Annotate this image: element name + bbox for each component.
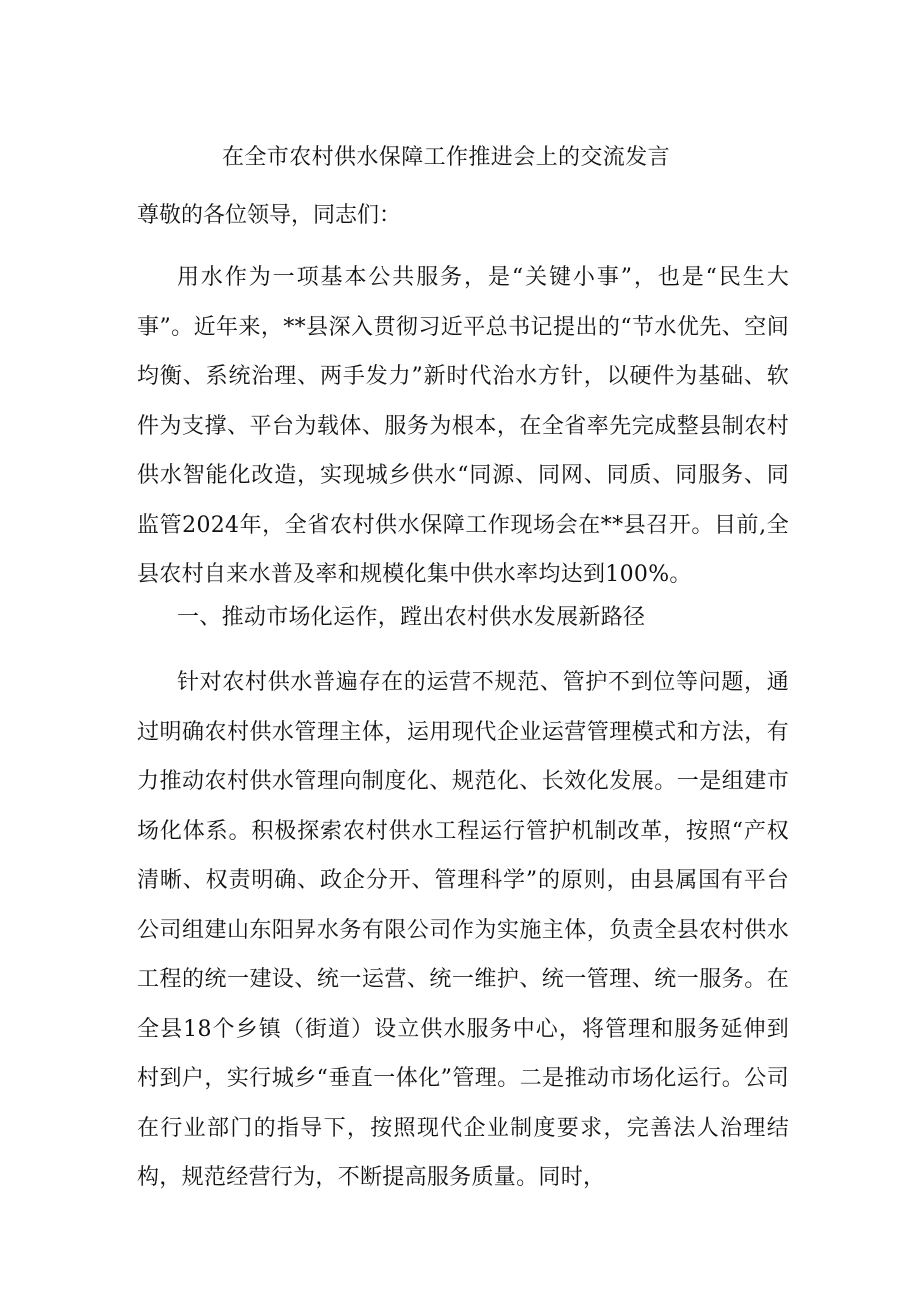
- section-heading: 一、推动市场化运作，蹚出农村供水发展新路径: [177, 605, 646, 630]
- body-paragraph: 针对农村供水普遍存在的运营不规范、管护不到位等问题，通过明确农村供水管理主体，运用现代企业运营管理模式和方法，有力推动农村供水管理向制度化、规范化、长效化发展。一是组建市场化体系。积极探索农村供水工程运行管护机制改革，按照“产权清晰、权责明确、政企分开、管理科学”的原则，由县属国有平台公司组建山东阳昇水务有限公司作为实施主体，负责全县农村供水工程的统一建设、统一运营、统一维护、统一管理、统一服务。在全县18个乡镇（街道）设立供水服务中心，将管理和服务延伸到村到户，实行城乡“垂直一体化”管理。二是推动市场化运行。公司在行业部门的指导下，按照现代企业制度要求，完善法人治理结构，规范经营行为，不断提高服务质量。同时，: [137, 670, 789, 1190]
- body-paragraph: 用水作为一项基本公共服务，是“关键小事”，也是“民生大事”。近年来，**县深入贯彻习近平总书记提出的“节水优先、空间均衡、系统治理、两手发力”新时代治水方针，以硬件为基础、软件为支撑、平台为载体、服务为根本，在全省率先完成整县制农村供水智能化改造，实现城乡供水“同源、同网、同质、同服务、同监管2024年，全省农村供水保障工作现场会在**县召开。目前,全县农村自来水普及率和规模化集中供水率均达到100%。: [137, 265, 789, 587]
- document-title: 在全市农村供水保障工作推进会上的交流发言: [222, 145, 671, 170]
- salutation: 尊敬的各位领导，同志们：: [137, 203, 402, 228]
